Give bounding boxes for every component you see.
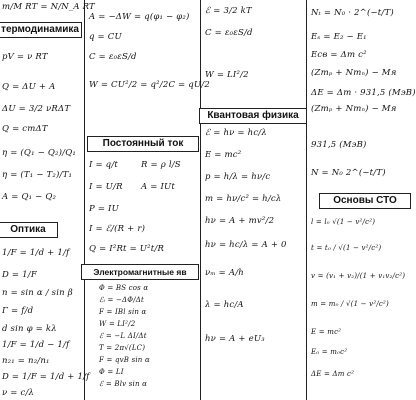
formula: ℰᵢ = −ΔΦ/Δt <box>99 296 145 304</box>
formula: E = mc² <box>311 328 342 336</box>
formula: m/M RT = N/N_A RT <box>2 2 95 12</box>
formula: (Zmₚ + Nmₙ) − Mя <box>311 68 397 78</box>
formula: n₂₁ = n₂/n₁ <box>2 356 50 366</box>
formula: N = N₀ 2^(−t/T) <box>311 168 386 178</box>
formula: F = qvB sin α <box>99 356 150 364</box>
formula: R = ρ l/S <box>141 160 181 170</box>
column-dc-electromagnetism <box>85 0 210 400</box>
formula: T = 2π√(LC) <box>99 344 146 352</box>
column-quantum <box>201 0 306 400</box>
formula: I = ℰ/(R + r) <box>89 224 146 234</box>
formula: Q = cmΔT <box>2 124 48 134</box>
formula: ℰ = −L ΔI/Δt <box>99 332 147 340</box>
formula: Φ = BS cos α <box>99 284 149 292</box>
formula: A = Q₁ − Q₂ <box>2 192 57 202</box>
column-nuclear-relativity <box>307 0 416 400</box>
formula: ΔE = Δm c² <box>311 370 355 378</box>
formula: W = LI²/2 <box>205 70 249 80</box>
formula: p = h/λ = hν/c <box>205 172 271 182</box>
formula: l = l₀ √(1 − v²/c²) <box>311 218 376 226</box>
formula: Nₜ = N₀ · 2^(−t/T) <box>311 8 394 18</box>
formula: v = (v₁ + v₂)/(1 + v₁v₂/c²) <box>311 272 406 280</box>
formula: A = IUt <box>141 182 176 192</box>
formula: hν = hc/λ = A + 0 <box>205 240 287 250</box>
formula: ΔU = 3/2 νRΔT <box>2 104 71 114</box>
formula: D = 1/F = 1/d + 1/f <box>2 372 90 382</box>
formula: Φ = LI <box>99 368 124 376</box>
formula: P = IU <box>89 204 119 214</box>
formula: I = U/R <box>89 182 123 192</box>
formula: η = (T₁ − T₂)/T₁ <box>2 170 73 180</box>
formula: Γ = f/d <box>2 306 34 316</box>
header-thermodynamics: термодинамика <box>0 22 82 38</box>
formula: pV = ν RT <box>2 52 48 62</box>
formula: E = mc² <box>205 150 242 160</box>
header-special-relativity: Основы СТО <box>319 193 411 209</box>
header-quantum-physics: Квантовая физика <box>199 108 307 124</box>
formula: ℰ = Blv sin α <box>99 380 148 388</box>
formula: C = ε₀εS/d <box>205 28 253 38</box>
column-thermo-optics <box>0 0 95 400</box>
header-electromagnetic: Электромагнитные яв <box>81 264 199 280</box>
formula: 1/F = 1/d + 1/f <box>2 248 70 258</box>
formula: ℰ = 3/2 kT <box>205 6 252 16</box>
formula: νₘ = A/h <box>205 268 244 278</box>
formula: 1/F = 1/d − 1/f <box>2 340 70 350</box>
formula: ν = c/λ <box>2 388 35 398</box>
formula: hν = A + eU₃ <box>205 334 265 344</box>
formula: ΔE = Δm · 931,5 (МэВ) <box>311 88 416 98</box>
formula: hν = A + mv²/2 <box>205 216 275 226</box>
formula: m = m₀ / √(1 − v²/c²) <box>311 300 389 308</box>
formula: η = (Q₁ − Q₂)/Q₁ <box>2 148 76 158</box>
formula: n = sin α / sin β <box>2 288 73 298</box>
formula: 931,5 (МэВ) <box>311 140 367 150</box>
formula: q = CU <box>89 32 122 42</box>
formula: Eₛ = E₂ − E₁ <box>311 32 367 42</box>
formula: Q = I²Rt = U²t/R <box>89 244 165 254</box>
formula: C = ε₀εS/d <box>89 52 137 62</box>
formula: Eсв = Δm c² <box>311 50 367 60</box>
header-optics: Оптика <box>0 222 58 238</box>
formula: E₀ = m₀c² <box>311 348 348 356</box>
formula: d sin φ = kλ <box>2 324 57 334</box>
formula: W = CU²/2 = q²/2C = qU/2 <box>89 80 210 90</box>
formula: D = 1/F <box>2 270 37 280</box>
formula: W = LI²/2 <box>99 320 136 328</box>
formula: t = t₀ / √(1 − v²/c²) <box>311 244 382 252</box>
formula: F = IBl sin α <box>99 308 147 316</box>
formula: λ = hc/A <box>205 300 244 310</box>
formula: m = hν/c² = h/cλ <box>205 194 282 204</box>
formula: A = −ΔW = q(φ₁ − φ₂) <box>89 12 190 22</box>
formula: Q = ΔU + A <box>2 82 56 92</box>
formula: ℰ = hν = hc/λ <box>205 128 267 138</box>
formula: I = q/t <box>89 160 119 170</box>
header-direct-current: Постоянный ток <box>87 136 199 152</box>
formula: (Zmₚ + Nmₙ) − Mя <box>311 104 397 114</box>
